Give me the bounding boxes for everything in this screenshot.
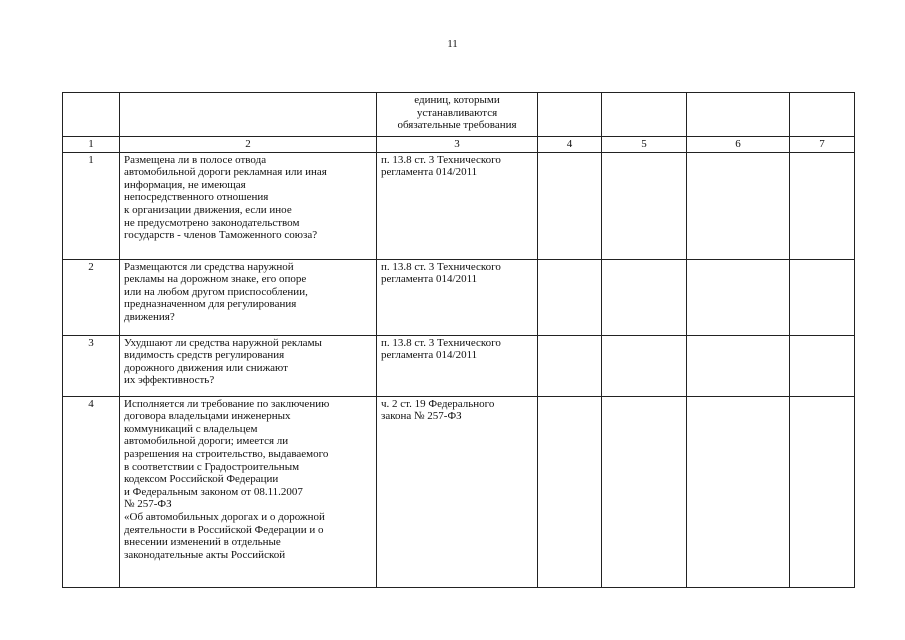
row-number: 3 [63, 335, 120, 396]
question-line: видимость средств регулирования [124, 349, 285, 362]
question-line: разрешения на строительство, выдаваемого [124, 447, 329, 460]
empty-cell [687, 152, 790, 259]
empty-cell [602, 152, 687, 259]
question-line: автомобильной дороги; имеется ли [124, 435, 289, 448]
header-cell-3-line: обязательные требования [397, 119, 517, 132]
header-cell-5 [602, 93, 687, 137]
question-line: рекламы на дорожном знаке, его опоре [124, 273, 307, 286]
requirement-question [120, 259, 377, 335]
column-number-row [63, 137, 855, 153]
reference-line: регламента 014/2011 [381, 166, 478, 179]
header-cell-1 [63, 93, 120, 137]
header-cell-3-line: единиц, которыми [414, 94, 500, 106]
requirement-question [120, 396, 377, 587]
header-cell-4 [538, 93, 602, 137]
question-line: автомобильной дороги рекламная или иная [124, 166, 327, 179]
empty-cell [538, 152, 602, 259]
question-line: в соответствии с Градостроительным [124, 460, 300, 473]
column-number: 3 [377, 137, 538, 153]
question-line: коммуникаций с владельцем [124, 422, 258, 435]
question-line: или на любом другом приспособлении, [124, 285, 308, 298]
header-cell-2 [120, 93, 377, 137]
question-line: № 257-ФЗ [124, 498, 172, 511]
empty-cell [790, 259, 855, 335]
row-number: 1 [63, 152, 120, 259]
header-row [63, 93, 855, 137]
reference-line: п. 13.8 ст. 3 Технического [381, 260, 501, 273]
question-line: законодательные акты Российской [124, 548, 286, 561]
table-row [63, 152, 855, 259]
empty-cell [538, 396, 602, 587]
requirement-question [120, 152, 377, 259]
question-line: Ухудшают ли средства наружной рекламы [124, 336, 322, 349]
question-line: и Федеральным законом от 08.11.2007 [124, 485, 303, 498]
empty-cell [790, 396, 855, 587]
question-line: Исполняется ли требование по заключению [124, 397, 330, 410]
reference-line: регламента 014/2011 [381, 349, 478, 362]
question-line: внесении изменений в отдельные [124, 536, 281, 549]
column-number: 5 [602, 137, 687, 153]
reference-line: закона № 257-ФЗ [381, 410, 462, 423]
empty-cell [790, 152, 855, 259]
reference-line: регламента 014/2011 [381, 273, 478, 286]
requirement-question [120, 335, 377, 396]
question-line: движения? [124, 310, 175, 323]
question-line: не предусмотрено законодательством [124, 216, 300, 229]
table-row [63, 335, 855, 396]
table-row [63, 396, 855, 587]
question-line: договора владельцами инженерных [124, 410, 291, 423]
reference-line: п. 13.8 ст. 3 Технического [381, 153, 501, 166]
empty-cell [538, 259, 602, 335]
empty-cell [602, 335, 687, 396]
legal-reference [377, 396, 538, 587]
reference-line: ч. 2 ст. 19 Федерального [381, 397, 495, 410]
question-line: деятельности в Российской Федерации и о [124, 523, 324, 536]
header-cell-3-line: устанавливаются [416, 106, 498, 119]
question-line: дорожного движения или снижают [124, 361, 288, 374]
question-line: непосредственного отношения [124, 191, 269, 204]
question-line: «Об автомобильных дорогах и о дорожной [124, 510, 325, 523]
empty-cell [602, 259, 687, 335]
empty-cell [602, 396, 687, 587]
legal-reference [377, 152, 538, 259]
checklist-table [62, 92, 855, 588]
header-cell-6 [687, 93, 790, 137]
page-number: 11 [447, 38, 458, 50]
legal-reference [377, 259, 538, 335]
column-number: 2 [120, 137, 377, 153]
row-number: 2 [63, 259, 120, 335]
column-number: 1 [63, 137, 120, 153]
table-row [63, 259, 855, 335]
reference-line: п. 13.8 ст. 3 Технического [381, 336, 501, 349]
empty-cell [790, 335, 855, 396]
header-cell-3 [377, 93, 538, 137]
header-cell-7 [790, 93, 855, 137]
question-line: Размещена ли в полосе отвода [124, 153, 267, 166]
question-line: их эффективность? [124, 374, 215, 387]
question-line: информация, не имеющая [124, 178, 246, 191]
question-line: кодексом Российской Федерации [124, 473, 279, 486]
column-number: 6 [687, 137, 790, 153]
empty-cell [687, 396, 790, 587]
empty-cell [538, 335, 602, 396]
question-line: предназначенном для регулирования [124, 298, 297, 311]
question-line: к организации движения, если иное [124, 203, 292, 216]
question-line: государств - членов Таможенного союза? [124, 229, 318, 242]
legal-reference [377, 335, 538, 396]
row-number: 4 [63, 396, 120, 587]
question-line: Размещаются ли средства наружной [124, 260, 294, 273]
column-number: 7 [790, 137, 855, 153]
empty-cell [687, 259, 790, 335]
empty-cell [687, 335, 790, 396]
column-number: 4 [538, 137, 602, 153]
